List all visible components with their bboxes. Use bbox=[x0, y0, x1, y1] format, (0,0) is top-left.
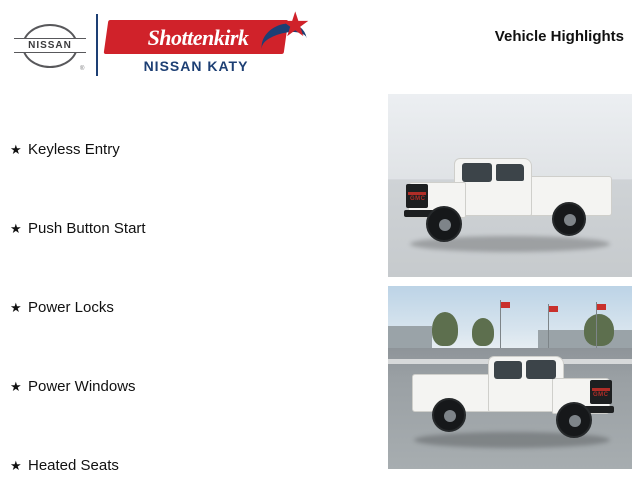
highlight-label: Power Windows bbox=[28, 378, 136, 395]
page-header bbox=[0, 0, 640, 90]
vehicle-photo-lot[interactable] bbox=[388, 286, 632, 469]
nissan-logo-icon bbox=[14, 22, 86, 70]
flag bbox=[597, 304, 606, 310]
highlight-label: Keyless Entry bbox=[28, 141, 120, 158]
truck-illustration bbox=[404, 340, 622, 450]
star-bullet-icon: ★ bbox=[10, 142, 22, 157]
list-item bbox=[0, 268, 380, 347]
logo-divider bbox=[96, 14, 98, 76]
highlight-label: Heated Seats bbox=[28, 457, 119, 474]
vehicle-photo-gallery bbox=[388, 94, 632, 469]
truck-illustration bbox=[402, 144, 620, 254]
highlight-label: Power Locks bbox=[28, 299, 114, 316]
list-item bbox=[0, 110, 380, 189]
texas-star-icon: ★ bbox=[260, 8, 316, 52]
star-bullet-icon: ★ bbox=[10, 300, 22, 315]
star-bullet-icon: ★ bbox=[10, 221, 22, 236]
star-bullet-icon: ★ bbox=[10, 458, 22, 473]
list-item bbox=[0, 189, 380, 268]
grille-badge: GMC bbox=[410, 196, 426, 202]
flag bbox=[501, 302, 510, 308]
dealer-logo[interactable] bbox=[8, 6, 313, 86]
vehicle-photo-studio[interactable] bbox=[388, 94, 632, 277]
grille-badge: GMC bbox=[593, 392, 609, 398]
list-item bbox=[0, 347, 380, 426]
dealer-location-label: NISSAN KATY bbox=[143, 58, 249, 74]
registered-mark: ® bbox=[80, 66, 85, 72]
shottenkirk-wordmark: Shottenkirk bbox=[147, 25, 249, 50]
star-bullet-icon: ★ bbox=[10, 379, 22, 394]
flag bbox=[549, 306, 558, 312]
page-title: Vehicle Highlights bbox=[494, 28, 624, 45]
vehicle-highlights-list bbox=[0, 96, 380, 480]
highlight-label: Push Button Start bbox=[28, 220, 146, 237]
nissan-wordmark: NISSAN bbox=[28, 40, 72, 51]
list-item bbox=[0, 426, 380, 480]
